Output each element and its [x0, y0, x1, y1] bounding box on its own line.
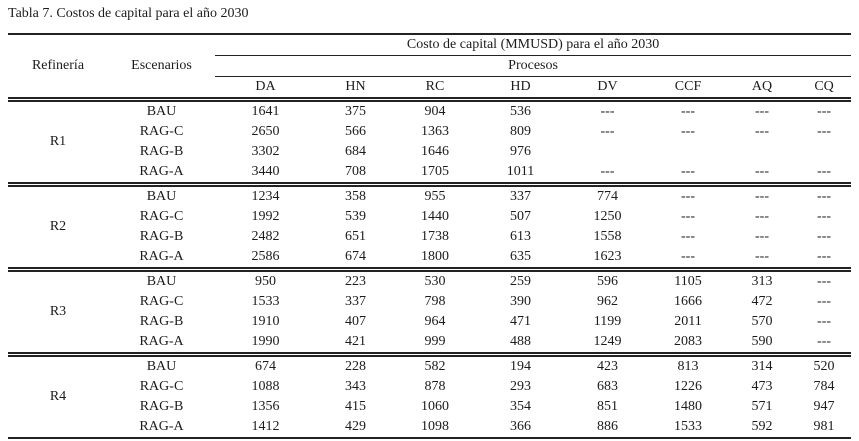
value-cell: 1623 [593, 249, 622, 264]
refinery-cell-r1: R1 [49, 134, 67, 149]
value-cell: 3440 [251, 164, 280, 179]
table-caption: Tabla 7. Costos de capital para el año 2030 [8, 6, 249, 21]
value-cell: --- [681, 189, 695, 204]
scenario-cell: RAG-A [139, 334, 184, 349]
value-cell: --- [755, 189, 769, 204]
value-cell: 962 [597, 294, 618, 309]
value-cell: 2586 [251, 249, 280, 264]
value-cell: 536 [510, 104, 531, 119]
table-row [8, 332, 851, 355]
value-cell: 684 [345, 144, 366, 159]
table-row [8, 355, 851, 378]
value-cell: --- [755, 229, 769, 244]
value-cell: 343 [345, 379, 366, 394]
value-cell: 570 [751, 314, 773, 329]
value-cell: 1992 [251, 209, 280, 224]
value-cell: 904 [424, 104, 446, 119]
value-cell: 471 [510, 314, 531, 329]
value-cell: 1226 [674, 379, 702, 394]
refinery-block-r4 [8, 355, 851, 439]
value-cell [649, 142, 727, 162]
column-header-dv: DV [597, 79, 618, 94]
value-cell: 1060 [421, 399, 449, 414]
value-cell [727, 142, 797, 162]
value-cell: 976 [510, 144, 531, 159]
value-cell: --- [681, 104, 695, 119]
value-cell: 375 [345, 104, 366, 119]
value-cell: 1105 [674, 274, 702, 289]
value-cell: 390 [510, 294, 531, 309]
value-cell: 1641 [251, 104, 280, 119]
value-cell: 674 [255, 359, 276, 374]
value-cell: --- [817, 314, 832, 329]
table-row [8, 207, 851, 227]
value-cell: 407 [345, 314, 366, 329]
value-cell: 809 [510, 124, 531, 139]
table-row [8, 312, 851, 332]
value-cell: --- [817, 189, 832, 204]
column-header-rc: RC [425, 79, 445, 94]
value-cell: 507 [510, 209, 531, 224]
value-cell: 429 [345, 419, 366, 434]
value-cell: 1088 [251, 379, 280, 394]
value-cell: 1098 [421, 419, 449, 434]
value-cell: 1199 [593, 314, 622, 329]
value-cell: 999 [424, 334, 446, 349]
scenario-cell: RAG-C [139, 294, 184, 309]
value-cell: 314 [751, 359, 773, 374]
value-cell: 635 [510, 249, 531, 264]
scenario-cell: RAG-A [139, 249, 184, 264]
value-cell: 1646 [421, 144, 449, 159]
value-cell: 1412 [251, 419, 280, 434]
value-cell: --- [817, 229, 832, 244]
value-cell: --- [755, 104, 769, 119]
value-cell: 1356 [251, 399, 280, 414]
scenario-cell: RAG-B [139, 314, 184, 329]
scenario-cell: RAG-C [139, 379, 184, 394]
scenario-cell: RAG-B [139, 144, 184, 159]
value-cell: 2650 [251, 124, 280, 139]
value-cell: 1533 [674, 419, 702, 434]
value-cell: 1234 [251, 189, 280, 204]
value-cell: 539 [345, 209, 366, 224]
value-cell: 981 [813, 419, 835, 434]
value-cell [566, 142, 649, 162]
capital-costs-table [8, 33, 851, 439]
value-cell: 421 [345, 334, 366, 349]
value-cell: --- [817, 104, 832, 119]
value-cell: --- [817, 334, 832, 349]
value-cell: 571 [751, 399, 773, 414]
scenario-cell: BAU [146, 104, 177, 119]
value-cell: --- [600, 124, 615, 139]
value-cell: --- [600, 104, 615, 119]
value-cell: --- [755, 124, 769, 139]
value-cell: 1558 [593, 229, 622, 244]
column-header-ccf: CCF [674, 79, 702, 94]
value-cell: 2083 [674, 334, 702, 349]
value-cell: 851 [597, 399, 618, 414]
refinery-block-r1 [8, 100, 851, 185]
value-cell: 1249 [593, 334, 622, 349]
header-group-title: Costo de capital (MMUSD) para el año 2030 [215, 34, 851, 56]
value-cell: 1440 [421, 209, 449, 224]
table-row [8, 397, 851, 417]
value-cell: 337 [510, 189, 531, 204]
column-header-refineria: Refinería [31, 58, 85, 73]
value-cell: 947 [813, 399, 835, 414]
value-cell: 950 [255, 274, 276, 289]
value-cell: 354 [510, 399, 531, 414]
value-cell: 708 [345, 164, 366, 179]
value-cell: --- [817, 249, 832, 264]
scenario-cell: RAG-B [139, 229, 184, 244]
value-cell: 1250 [593, 209, 622, 224]
value-cell: 1990 [251, 334, 280, 349]
refinery-block-r3 [8, 270, 851, 355]
value-cell: 1363 [421, 124, 449, 139]
value-cell: 2011 [674, 314, 702, 329]
value-cell: 293 [510, 379, 531, 394]
refinery-cell-r4: R4 [49, 389, 67, 404]
scenario-cell: BAU [146, 274, 177, 289]
value-cell: 613 [510, 229, 531, 244]
value-cell: 774 [597, 189, 618, 204]
header-row-group [8, 34, 851, 56]
table-row [8, 270, 851, 293]
value-cell: --- [817, 164, 832, 179]
value-cell: 1738 [421, 229, 449, 244]
value-cell: 415 [345, 399, 366, 414]
table-row [8, 122, 851, 142]
table-row [8, 292, 851, 312]
value-cell: 520 [813, 359, 835, 374]
table-header [8, 34, 851, 100]
value-cell: 798 [424, 294, 446, 309]
refinery-cell-r3: R3 [49, 304, 67, 319]
value-cell: 1800 [421, 249, 449, 264]
value-cell: 566 [345, 124, 366, 139]
value-cell: 473 [751, 379, 773, 394]
value-cell: --- [755, 164, 769, 179]
scenario-cell: RAG-A [139, 419, 184, 434]
refinery-cell-r2: R2 [49, 219, 67, 234]
value-cell: 358 [345, 189, 366, 204]
value-cell: 1910 [251, 314, 280, 329]
table-row [8, 247, 851, 270]
value-cell: --- [681, 164, 695, 179]
value-cell: 1480 [674, 399, 702, 414]
value-cell: 1666 [674, 294, 702, 309]
value-cell: 886 [597, 419, 618, 434]
scenario-cell: RAG-C [139, 209, 184, 224]
value-cell: 955 [424, 189, 446, 204]
scenario-cell: BAU [146, 189, 177, 204]
value-cell: 878 [424, 379, 446, 394]
value-cell: 813 [677, 359, 699, 374]
value-cell: 223 [345, 274, 366, 289]
scenario-cell: BAU [146, 359, 177, 374]
value-cell: 590 [751, 334, 773, 349]
value-cell [797, 142, 851, 162]
table-row [8, 185, 851, 208]
value-cell: --- [755, 249, 769, 264]
value-cell: 337 [345, 294, 366, 309]
value-cell: --- [681, 124, 695, 139]
value-cell: --- [600, 164, 615, 179]
value-cell: 683 [597, 379, 618, 394]
value-cell: 964 [424, 314, 446, 329]
column-header-hn: HN [345, 79, 366, 94]
scenario-cell: RAG-B [139, 399, 184, 414]
table-row [8, 142, 851, 162]
value-cell: 423 [597, 359, 618, 374]
value-cell: 259 [510, 274, 531, 289]
value-cell: 228 [345, 359, 366, 374]
value-cell: --- [817, 294, 832, 309]
refinery-block-r2 [8, 185, 851, 270]
column-header-cq: CQ [814, 79, 834, 94]
table-row [8, 162, 851, 185]
value-cell: 366 [510, 419, 531, 434]
value-cell: 488 [510, 334, 531, 349]
column-header-hd: HD [510, 79, 531, 94]
column-header-da: DA [255, 79, 276, 94]
value-cell: --- [681, 209, 695, 224]
scenario-cell: RAG-C [139, 124, 184, 139]
value-cell: 472 [751, 294, 773, 309]
table-row [8, 377, 851, 397]
value-cell: 674 [345, 249, 366, 264]
value-cell: 784 [813, 379, 835, 394]
value-cell: --- [681, 249, 695, 264]
value-cell: 313 [751, 274, 773, 289]
column-header-aq: AQ [751, 79, 773, 94]
value-cell: 1011 [506, 164, 535, 179]
value-cell: --- [755, 209, 769, 224]
scenario-cell: RAG-A [139, 164, 184, 179]
value-cell: 2482 [251, 229, 280, 244]
value-cell: --- [681, 229, 695, 244]
value-cell: 651 [345, 229, 366, 244]
value-cell: 596 [597, 274, 618, 289]
value-cell: 1705 [421, 164, 449, 179]
value-cell: 582 [424, 359, 446, 374]
value-cell: --- [817, 124, 832, 139]
value-cell: --- [817, 209, 832, 224]
table-row [8, 227, 851, 247]
header-subgroup-procesos: Procesos [215, 56, 851, 77]
column-header-escenarios: Escenarios [131, 58, 192, 73]
value-cell: 3302 [251, 144, 280, 159]
value-cell: 530 [424, 274, 446, 289]
value-cell: --- [817, 274, 832, 289]
value-cell: 1533 [251, 294, 280, 309]
table-row [8, 417, 851, 438]
value-cell: 194 [510, 359, 531, 374]
table-row [8, 100, 851, 123]
value-cell: 592 [751, 419, 773, 434]
